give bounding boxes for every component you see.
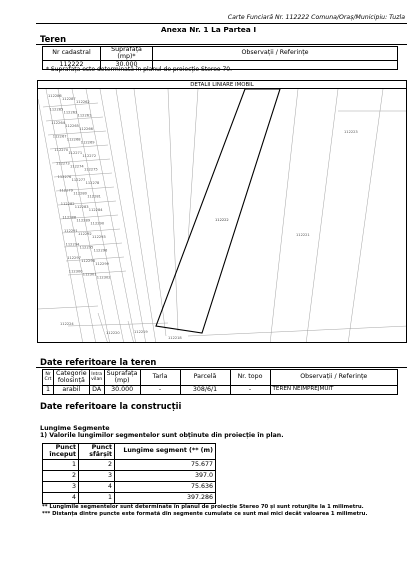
lungime-note-1: ** Lungimile segmentelor sunt determinate în planul de proiecție Stereo 70 și sunt rotunjite la 1 milimetru. xyxy=(42,504,364,510)
cell-punct-sfarsit: 4 xyxy=(79,482,115,493)
parcel-number-label: 112297 xyxy=(67,256,81,260)
cell-punct-inceput: 1 xyxy=(43,460,79,471)
col-tarla: Tarla xyxy=(140,370,180,386)
parcel-labels xyxy=(48,94,111,280)
parcel-number-label: 112301 xyxy=(82,272,97,277)
cell-tarla: - xyxy=(140,386,180,395)
parcel-number-label: 112276 xyxy=(57,175,72,179)
parcel-number-label: 112284 xyxy=(88,208,103,212)
cell-punct-inceput: 4 xyxy=(43,493,79,504)
col-intravilan: Intra vilan xyxy=(89,370,104,386)
cell-punct-sfarsit: 2 xyxy=(79,460,115,471)
header-divider xyxy=(36,23,407,24)
parcel-number-label: 112290 xyxy=(90,221,105,226)
parcel-label-112224: 112224 xyxy=(60,322,74,326)
parcel-number-label: 112270 xyxy=(54,148,69,152)
cell-nr-cadastral: 112222 xyxy=(43,61,101,70)
parcel-number-label: 112300 xyxy=(68,269,83,274)
cell-lungime: 397.0 xyxy=(115,471,216,482)
col-punct-inceput: Punct început xyxy=(43,444,79,460)
subject-parcel-label: 112222 xyxy=(215,218,229,222)
cell-punct-sfarsit: 1 xyxy=(79,493,115,504)
parcel-number-label: 112275 xyxy=(84,167,98,172)
cell-punct-inceput: 3 xyxy=(43,482,79,493)
parcel-number-label: 112289 xyxy=(76,218,91,223)
date-teren-table xyxy=(42,369,398,395)
carte-funciara-header: Carte Funciară Nr. 112222 Comuna/Oraș/Municipiu: Tuzla xyxy=(227,14,405,21)
date-teren-data-row xyxy=(43,386,398,395)
cell-lungime: 75.677 xyxy=(115,460,216,471)
col-nr-cadastral: Nr cadastral xyxy=(43,47,101,61)
col-lungime-segment: Lungime segment (** (m) xyxy=(115,444,216,460)
parcel-number-label: 112277 xyxy=(71,178,86,182)
table-row xyxy=(43,493,216,504)
map-title: DETALII LINIARE IMOBIL xyxy=(38,81,406,89)
parcel-number-label: 112293 xyxy=(92,235,106,239)
parcel-number-label: 112298 xyxy=(81,259,95,263)
parcel-number-label: 112292 xyxy=(78,232,92,236)
parcel-number-label: 112263 xyxy=(63,110,78,115)
date-constructii-title: Date referitoare la construcții xyxy=(40,401,182,411)
col-nr-crt: Nr Crt xyxy=(43,370,54,386)
parcel-number-label: 112286 xyxy=(48,94,62,98)
parcel-number-label: 112285 xyxy=(49,107,64,112)
anexa-title: Anexa Nr. 1 La Partea I xyxy=(160,25,257,34)
cell-lungime: 397.286 xyxy=(115,493,216,504)
parcel-map xyxy=(37,80,407,343)
table-row xyxy=(43,471,216,482)
lungime-note-2: *** Distanța dintre puncte este formată din segmente cumulate ce sunt mai mici decât valoarea 1 milimetru. xyxy=(42,511,368,517)
lungime-header-row xyxy=(43,444,216,460)
parcel-number-label: 112291 xyxy=(64,229,78,233)
subject-parcel-outline xyxy=(156,89,280,333)
parcel-number-label: 112302 xyxy=(96,275,111,280)
cell-observatii-referinte: TEREN NEIMPREJMUIT xyxy=(270,386,397,395)
cell-categorie: arabil xyxy=(54,386,90,395)
parcel-number-label: 112281 xyxy=(87,194,101,199)
date-teren-title: Date referitoare la teren xyxy=(40,357,157,367)
cell-suprafata: 30.000 xyxy=(101,61,153,70)
table-row xyxy=(43,460,216,471)
teren-header-row xyxy=(43,47,398,61)
parcel-number-label: 112296 xyxy=(93,248,108,253)
col-punct-sfarsit: Punct sfârșit xyxy=(79,444,115,460)
parcel-number-label: 112287 xyxy=(62,97,76,101)
parcel-number-label: 112261 xyxy=(77,113,92,118)
parcel-label-112223: 112223 xyxy=(344,130,358,134)
lungime-subtitle: 1) Valorile lungimilor segmentelor sunt obținute din proiecție în plan. xyxy=(40,432,284,439)
parcel-number-label: 112271 xyxy=(68,151,83,155)
teren-divider xyxy=(36,44,407,45)
parcel-number-label: 112265 xyxy=(65,124,79,128)
col-parcela: Parcelă xyxy=(180,370,230,386)
parcel-number-label: 112282 xyxy=(60,202,75,206)
parcel-number-label: 112278 xyxy=(85,181,100,185)
parcel-number-label: 112262 xyxy=(76,100,90,104)
parcel-label-112218: 112218 xyxy=(168,336,182,340)
teren-title: Teren xyxy=(40,34,67,44)
lungime-table xyxy=(42,443,216,504)
parcel-number-label: 112295 xyxy=(79,245,94,250)
parcel-number-label: 112279 xyxy=(59,188,73,193)
parcel-number-label: 112264 xyxy=(51,121,65,125)
parcel-number-label: 112274 xyxy=(70,164,84,169)
teren-note: * Suprafața este determinată în planul de proiecție Stereo 70. xyxy=(46,66,233,73)
parcel-map-drawing xyxy=(38,81,407,343)
parcel-number-label: 112294 xyxy=(65,242,80,247)
parcel-number-label: 112280 xyxy=(73,191,87,196)
col-observatii-referinte: Observații / Referințe xyxy=(270,370,397,386)
neighbour-parcel-lines xyxy=(38,89,407,343)
cell-lungime: 75.636 xyxy=(115,482,216,493)
col-categorie: Categorie folosință xyxy=(54,370,90,386)
cell-punct-sfarsit: 3 xyxy=(79,471,115,482)
parcel-number-label: 112273 xyxy=(56,161,70,166)
parcel-label-112219: 112219 xyxy=(134,330,148,334)
cell-nr-crt: 1 xyxy=(43,386,54,395)
parcel-label-112220: 112220 xyxy=(106,331,120,335)
cell-suprafata-mp: 30.000 xyxy=(104,386,140,395)
table-row xyxy=(43,482,216,493)
parcel-number-label: 112266 xyxy=(79,127,93,131)
parcel-number-label: 112283 xyxy=(74,205,89,209)
col-suprafata-mp: Suprafața (mp) xyxy=(104,370,140,386)
cell-punct-inceput: 2 xyxy=(43,471,79,482)
parcel-number-label: 112269 xyxy=(80,140,95,145)
lungime-title: Lungime Segmente xyxy=(40,424,110,432)
cell-parcela: 308/6/1 xyxy=(180,386,230,395)
parcel-number-label: 112299 xyxy=(95,262,109,266)
date-teren-divider xyxy=(36,367,407,368)
cell-intravilan: DA xyxy=(89,386,104,395)
parcel-label-112221: 112221 xyxy=(296,233,310,237)
cell-nr-topo: - xyxy=(230,386,270,395)
parcel-number-label: 112267 xyxy=(52,134,67,139)
col-observatii: Observații / Referințe xyxy=(153,47,398,61)
col-nr-topo: Nr. topo xyxy=(230,370,270,386)
col-suprafata: Suprafața (mp)* xyxy=(101,47,153,61)
parcel-number-label: 112272 xyxy=(82,154,97,158)
parcel-number-label: 112268 xyxy=(66,137,81,142)
parcel-number-label: 112288 xyxy=(62,215,77,220)
date-teren-header-row xyxy=(43,370,398,386)
